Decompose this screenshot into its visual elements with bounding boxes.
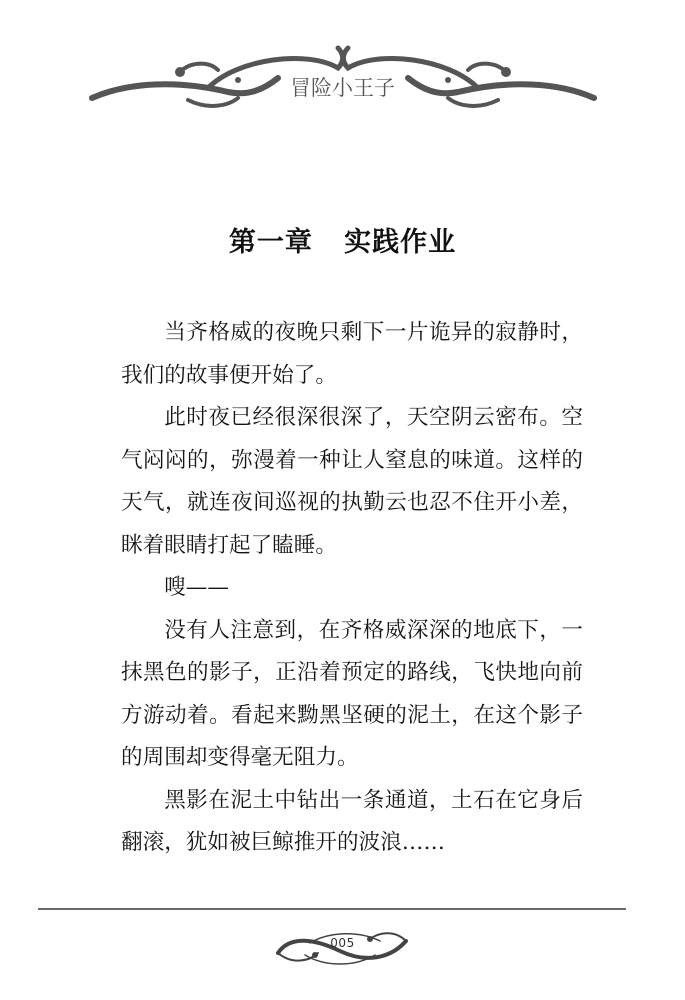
paragraph: 嗖—— (164, 575, 229, 600)
paragraph: 没有人注意到，在齐格威深深的地底下，一抹黑色的影子，正沿着预定的路线，飞快地向前方游动着。看起来黝黑坚硬的泥土，在这个影子的周围却变得毫无阻力。 (121, 617, 583, 770)
paragraph: 黑影在泥土中钻出一条通道，土石在它身后翻滚，犹如被巨鲸推开的波浪…… (121, 787, 583, 855)
chapter-title: 第一章 实践作业 (228, 227, 457, 258)
paragraph: 此时夜已经很深很深了，天空阴云密布。空气闷闷的，弥漫着一种让人窒息的味道。这样的天气，就连夜间巡视的执勤云也忍不住开小差，眯着眼睛打起了瞌睡。 (121, 405, 583, 558)
book-title: 冒险小王子 (290, 76, 395, 100)
paragraph: 当齐格威的夜晚只剩下一片诡异的寂静时，我们的故事便开始了。 (121, 320, 583, 388)
body-text (121, 312, 583, 865)
footer-divider (38, 908, 626, 910)
page-number: 005 (330, 936, 355, 950)
